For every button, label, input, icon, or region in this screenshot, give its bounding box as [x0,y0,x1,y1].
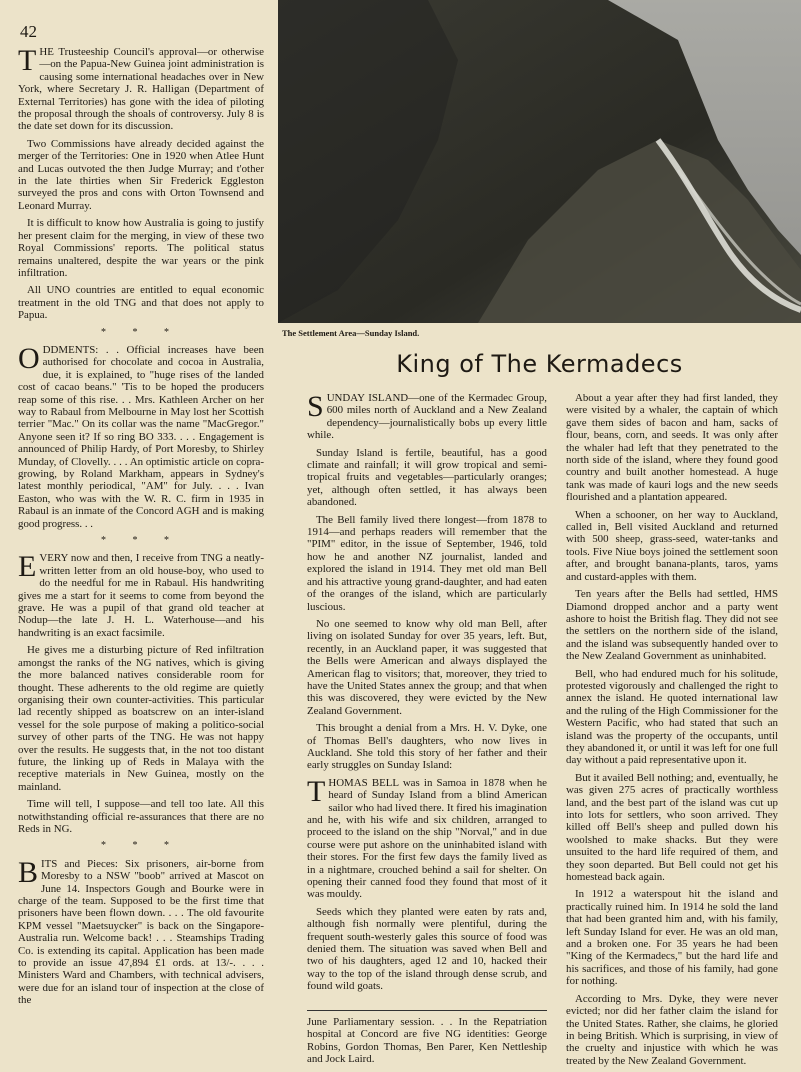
paragraph: According to Mrs. Dyke, they were never evicted; nor did her father claim the island for the United States. Rather, she claims, he gloried in being British. Which is surprising, in view of the cruelty and injustice with which he was treated by the New Zealand Government. [566,992,778,1067]
every-now-section [18,552,264,835]
oddments-section [18,341,264,530]
paragraph: This brought a denial from a Mrs. H. V. Dyke, one of Thomas Bell's daughters, who now lives in Auckland. She told this story of her father and their early struggles on Sunday Island: [307,722,547,772]
paragraph: About a year after they had first landed, they were visited by a whaler, the captain of which gave them sides of bacon and ham, sacks of flour, beans, corn, and seeds. It was only after the whaler had left that they penetrated to the north side of the island, where they found good country and built another homestead. A huge tank was made of kauri logs and the new seeds flourished and a plantation appeared. [566,392,778,504]
divider-rule [307,1010,547,1011]
photo-caption: The Settlement Area—Sunday Island. [282,328,420,338]
paragraph: Seeds which they planted were eaten by rats and, although fish normally were plentiful, during the frequent south-westerly gales this source of food was denied them. The situation was saved when Bell and two of his daughters, aged 12 and 10, hacked their way to the top of the island through dense scrub, and found wild goats. [307,905,547,993]
middle-column [307,392,547,1004]
paragraph: No one seemed to know why old man Bell, after living on isolated Sunday for over 35 years, left. But, recently, in an Auckland paper, it was suggested that the Bells were American and always displayed the American flag to visitors; that, moreover, they tried to have the United States annex the group; and that when this was discovered, they were evicted by the New Zealand Government. [307,617,547,717]
june-note [307,1016,547,1072]
paragraph: The Bell family lived there longest—from 1878 to 1914—and perhaps readers will remember that the "PIM" editor, in the issue of September, 1946, told how he and another NZ journalist, landed and explored the island in 1914. They met old man Bell and his attractive young grand-daughter, and had eaten of the oranges of the island, which are particularly luscious. [307,513,547,613]
paragraph: Sunday Island is fertile, beautiful, has a good climate and rainfall; it will grow tropical and semi-tropical fruits and vegetables—particularly oranges; yet, although often settled, it has always been abandoned. [307,446,547,509]
paragraph: It is difficult to know how Australia is going to justify her present claim for the merging, in view of these two Royal Commissions' reports. The political status remains unaltered, despite the war years or the pink infiltration. [18,217,264,279]
paragraph: THE Trusteeship Council's approval—or otherwise—on the Papua-New Guinea joint administration is causing some international headaches over in New York, where Secretary J. R. Halligan (Department of External Territories) has gone with the idea of piloting the proposal through the shoals of controversy. July 8 is the date set down for its discussion. [18,46,264,133]
left-column [18,46,264,1070]
bits-section [18,855,264,1007]
page-number: 42 [20,22,37,41]
paragraph: June Parliamentary session. . . In the Repatriation hospital at Concord are five NG identities: George Robins, Gordon Thomas, Ben Parer, Ken Nettleship and Jock Laird. [307,1016,547,1066]
paragraph: Ten years after the Bells had settled, HMS Diamond dropped anchor and a party went ashore to hoist the British flag. They did not see the settlers on the northern side of the island, and the island was subsequently handed over to the New Zealand Government as uninhabited. [566,588,778,663]
paragraph: In 1912 a waterspout hit the island and practically ruined him. In 1914 he sold the land that had been granted him and, with his family, left Sunday Island for ever. He was an old man, and a broken one. For 35 years he had been "King of the Kermadecs," but the hard life and his sacrifices, and those of his family, had gone for nothing. [566,888,778,988]
paragraph: But it availed Bell nothing; and, eventually, he was given 275 acres of practically worthless land, and the best part of the island was cut up into lots for settlers, who soon arrived. They killed off Bell's sheep and pulled down his woolshed to make shacks. But they were unsuited to the hard life required of them, and they soon departed. But Bell could not get his homestead back again. [566,771,778,884]
island-landscape-image [278,0,801,323]
trusteeship-section [18,46,264,322]
paragraph: THOMAS BELL was in Samoa in 1878 when he heard of Sunday Island from a blind American sailor who had lived there. It fired his imagination and he, with his wife and six children, arranged to proceed to the island on the ship "Norval," and in due course were put ashore on the uninhabited island with their stores. For the first few days the family lived as in a nightmare, crouched behind a sail for shelter. On opening their canned food they found that most of it was mouldy. [307,774,547,901]
paragraph: Bell, who had endured much for his solitude, protested vigorously and challenged the right to annex the island. He quoted international law and the ruling of the High Commissioner for the Western Pacific, who had stated that such an island was the property of the occupants, until they abandoned it, or until it was left for one full day without a paid representative upon it. [566,667,778,767]
paragraph: Time will tell, I suppose—and tell too late. All this notwithstanding official re-assurances that there are no Reds in NG. [18,798,264,835]
article-title: King of The Kermadecs [396,350,683,378]
paragraph: SUNDAY ISLAND—one of the Kermadec Group, 600 miles north of Auckland and a New Zealand dependency—journalistically bobs up every little while. [307,392,547,442]
paragraph: He gives me a disturbing picture of Red infiltration amongst the ranks of the NG natives, which is giving the more balanced natives considerable room for thought. These adherents to the old regime are quietly organising their own counter-activities. This particular lad recently shipped as boatscrew on an inter-island vessel for the sole purpose of making a politico-social survey of other parts of the TNG. He was not happy over the results. He suggests that, in the not too distant future, the linking up of Reds in Malaya with the receptive materials in New Guinea, mostly on the mainland. [18,644,264,793]
section-separator: * * * [101,840,181,852]
section-separator: * * * [101,535,181,547]
paragraph: All UNO countries are entitled to equal economic treatment in the old TNG and that does not apply to Papua. [18,284,264,322]
right-column [566,392,778,1072]
paragraph: ODDMENTS: . . Official increases have been authorised for chocolate and cocoa in Australia, due, it is explained, to "huge rises of the landed cost of cacao beans." 'Tis to be hoped the producers reap some of this rise. . . Mrs. Kathleen Archer on her way to Rabaul from Melbourne in May lost her Scottish terrier "Mac." On its collar was the name "MacGregor." Anyone seen it? If so ring BO 333. . . . Engagement is announced of Philip Hardy, of Port Moresby, to Shirley Munday, of Clovelly. . . . An optimistic article on copra-growing, by Roland Markham, appears in Sydney's latest monthly periodical, "AM" for July. . . . Ivan Easton, who was with the W. R. C. firm in 1935 in Rabaul is an inmate of the Concord AGH and is making good progress. . . [18,341,264,530]
paragraph: EVERY now and then, I receive from TNG a neatly-written letter from an old house-boy, who used to do the needful for me in Rabaul. His handwriting gives me a start for it seems to come from beyond the grave. He was a pupil of that grand old teacher at Nodup—the late J. H. L. Waterhouse—and his handwriting is an exact facsimile. [18,550,264,639]
settlement-photo [278,0,801,323]
paragraph: Two Commissions have already decided against the merger of the Territories: One in 1920 when Atlee Hunt and Lucas outvoted the then Judge Murray; and t'other in the late thirties when Sir Frederick Eggleston surveyed the pros and cons with Orton Townsend and Leonard Murray. [18,137,264,212]
paragraph: BITS and Pieces: Six prisoners, air-borne from Moresby to a NSW "boob" arrived at Mascot on June 14. Inspectors Gough and Bourke were in charge of the team. Supposed to be the first time that prisoners have been flown down. . . . The old favourite KPM vessel "Maetsuycker" is back on the Singapore-Australia run. Welcome back! . . . Steamships Trading Co. is extending its capital. Application has been made to provide an issue 47,894 £1 ords. at 13/-. . . . Ministers Ward and Chambers, with technical advisers, were due for an island tour of inspection at the close of the [18,855,264,1007]
section-separator: * * * [101,326,181,338]
paragraph: When a schooner, on her way to Auckland, called in, Bell visited Auckland and returned with 500 sheep, grass-seed, water-tanks and tools. Five Niue boys joined the settlement soon after, and brought banana-plants, taros, yams and custard-apples with them. [566,508,778,583]
